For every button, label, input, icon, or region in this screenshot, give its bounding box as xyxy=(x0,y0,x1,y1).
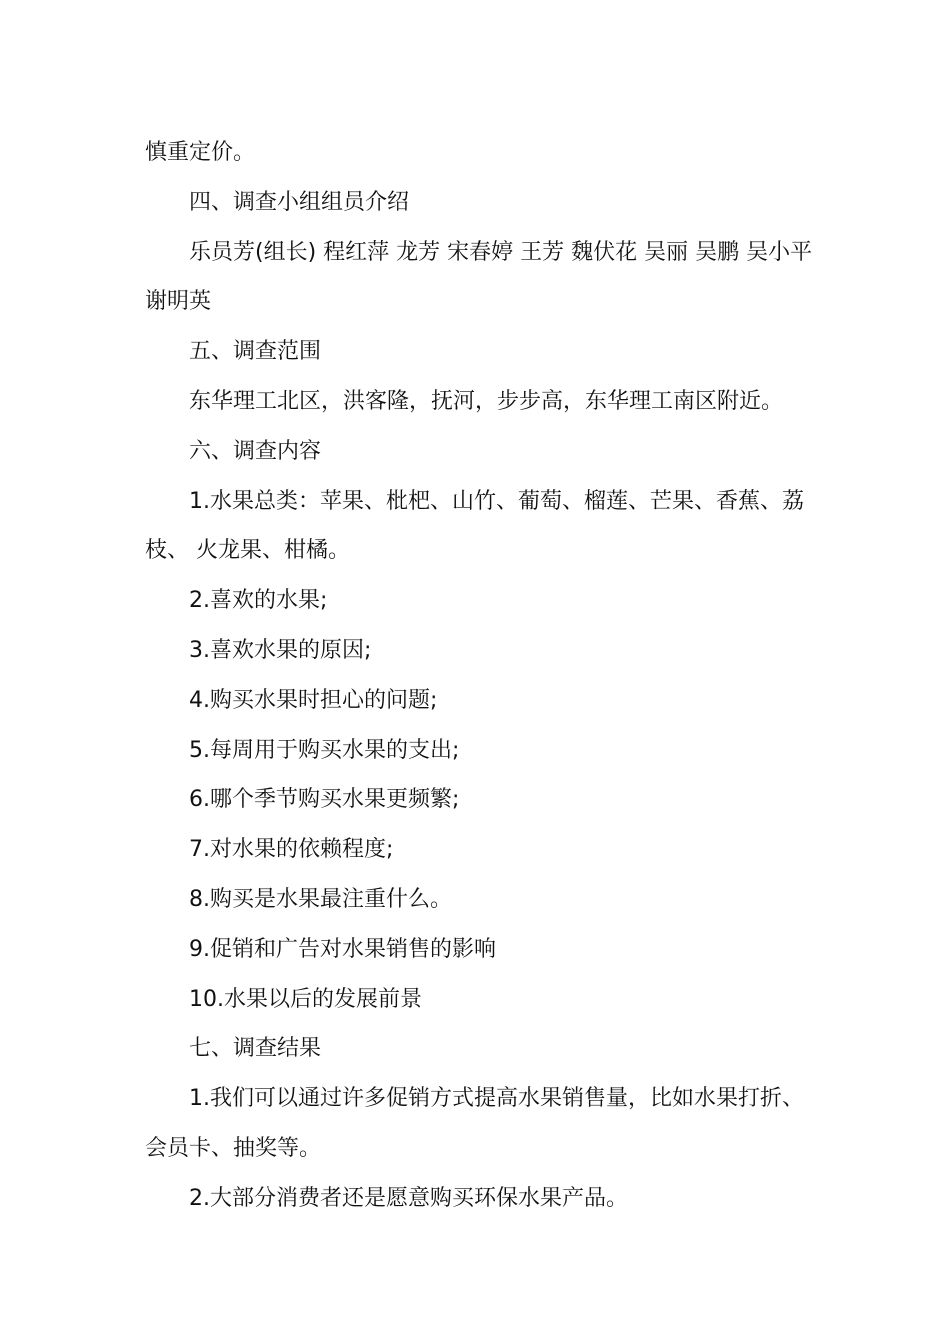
paragraph-continuation: 慎重定价。 xyxy=(145,140,256,165)
section-heading-results: 七、调查结果 xyxy=(189,1036,322,1062)
section-heading-content: 六、调查内容 xyxy=(189,438,322,464)
list-item-content: 8.购买是水果最注重什么。 xyxy=(189,886,452,912)
list-item-content: 6.哪个季节购买水果更频繁; xyxy=(189,787,460,813)
list-item-content: 9.促销和广告对水果销售的影响 xyxy=(189,936,496,962)
list-item-content: 4.购买水果时担心的问题; xyxy=(189,687,438,713)
list-item-result: 2.大部分消费者还是愿意购买环保水果产品。 xyxy=(189,1185,628,1211)
list-item-content: 10.水果以后的发展前景 xyxy=(189,986,422,1012)
list-item-content: 5.每周用于购买水果的支出; xyxy=(189,737,460,763)
paragraph-scope: 东华理工北区，洪客隆，抚河，步步高，东华理工南区附近。 xyxy=(189,388,784,414)
list-item-content: 7.对水果的依赖程度; xyxy=(189,837,394,863)
list-item-result: 1.我们可以通过许多促销方式提高水果销售量，比如水果打折、会员卡、抽奖等。 xyxy=(145,1086,804,1161)
paragraph-members: 乐员芳(组长) 程红萍 龙芳 宋春婷 王芳 魏伏花 吴丽 吴鹏 吴小平 谢明英 xyxy=(145,239,813,315)
list-item-content: 2.喜欢的水果; xyxy=(189,588,328,614)
section-heading-members: 四、调查小组组员介绍 xyxy=(189,189,410,215)
document-body xyxy=(145,128,825,1224)
section-heading-scope: 五、调查范围 xyxy=(189,339,322,365)
list-item-content: 3.喜欢水果的原因; xyxy=(189,637,372,663)
list-item-content: 1.水果总类：苹果、枇杷、山竹、葡萄、榴莲、芒果、香蕉、荔枝、 火龙果、柑橘。 xyxy=(145,488,804,564)
